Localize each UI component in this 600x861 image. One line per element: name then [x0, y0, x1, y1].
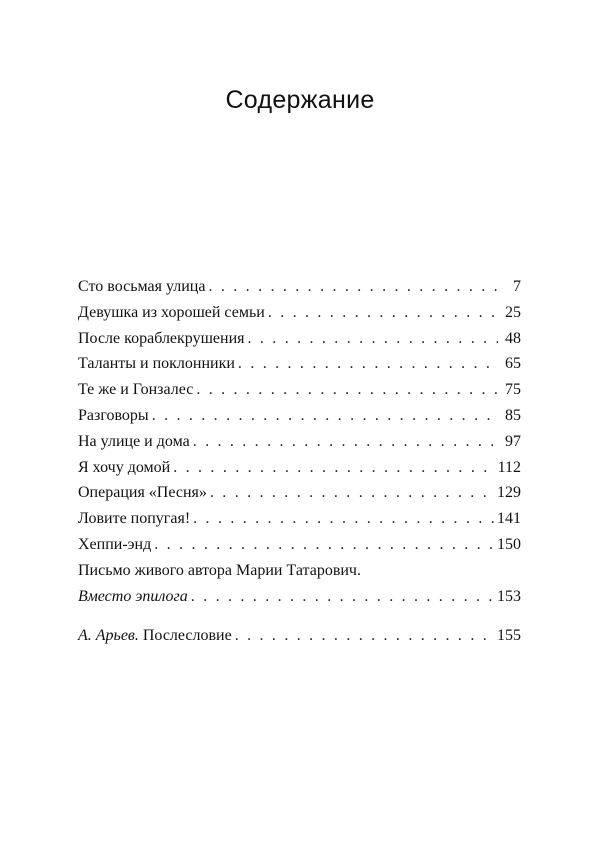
dot-leader — [154, 532, 494, 558]
dot-leader — [193, 506, 494, 532]
toc-entry-label: Ловите попугая! — [78, 510, 191, 528]
dot-leader — [152, 403, 498, 429]
dot-leader — [191, 584, 494, 610]
toc-entry[interactable] — [78, 455, 521, 481]
dot-leader — [248, 326, 499, 352]
toc-entry-page: 112 — [497, 458, 521, 476]
toc-entry-label: Таланты и поклонники — [78, 355, 235, 373]
toc-entry-page: 150 — [497, 535, 521, 553]
toc-entry-page: 85 — [505, 406, 521, 424]
toc-entry-label: Девушка из хорошей семьи — [78, 303, 265, 321]
toc-entry[interactable] — [78, 300, 521, 326]
toc-entry-page: 48 — [505, 329, 521, 347]
toc-entry[interactable] — [78, 351, 521, 377]
toc-entry-afterword[interactable] — [78, 623, 521, 649]
toc-entry-label: После кораблекрушения — [78, 329, 245, 347]
toc-entry-label: На улице и дома — [78, 432, 190, 450]
dot-leader — [210, 480, 494, 506]
dot-leader — [238, 351, 498, 377]
toc-entry-page: 25 — [505, 303, 521, 321]
table-of-contents — [78, 274, 521, 649]
toc-entry[interactable] — [78, 326, 521, 352]
section-gap — [78, 609, 521, 623]
dot-leader — [173, 455, 494, 481]
afterword-label: Послесловие — [142, 627, 232, 645]
toc-entry-page: 141 — [497, 510, 521, 528]
toc-entry-page: 129 — [497, 484, 521, 502]
toc-entry[interactable] — [78, 506, 521, 532]
toc-entry-label: Разговоры — [78, 406, 149, 424]
toc-entry-page: 97 — [505, 432, 521, 450]
toc-entry-label: Сто восьмая улица — [78, 278, 206, 295]
toc-entry-page: 155 — [497, 627, 521, 645]
dot-leader — [208, 274, 498, 300]
toc-entry[interactable] — [78, 403, 521, 429]
toc-entry[interactable] — [78, 480, 521, 506]
toc-entry-page: 153 — [497, 587, 521, 605]
toc-entry-page: 7 — [513, 278, 521, 295]
toc-entry-letter-line1: Письмо живого автора Марии Татарович. — [78, 561, 361, 579]
toc-entry-letter-line2: Вместо эпилога — [78, 587, 188, 605]
page-title: Содержание — [225, 86, 375, 114]
toc-entry[interactable] — [78, 274, 521, 300]
toc-entry-label: Хеппи-энд — [78, 535, 152, 553]
toc-entry-letter[interactable] — [78, 558, 521, 610]
toc-entry-page: 65 — [505, 355, 521, 373]
dot-leader — [193, 429, 498, 455]
toc-entry-label: Операция «Песня» — [78, 484, 207, 502]
afterword-author: А. Арьев. — [78, 627, 139, 645]
dot-leader — [268, 300, 498, 326]
toc-entry-label: Я хочу домой — [78, 458, 171, 476]
toc-entry-page: 75 — [505, 381, 521, 399]
toc-entry[interactable] — [78, 377, 521, 403]
toc-entry-label: Те же и Гонзалес — [78, 381, 194, 399]
toc-entry[interactable] — [78, 429, 521, 455]
toc-entry[interactable] — [78, 532, 521, 558]
toc-entry-label — [78, 623, 232, 649]
dot-leader — [235, 623, 494, 649]
dot-leader — [196, 377, 498, 403]
